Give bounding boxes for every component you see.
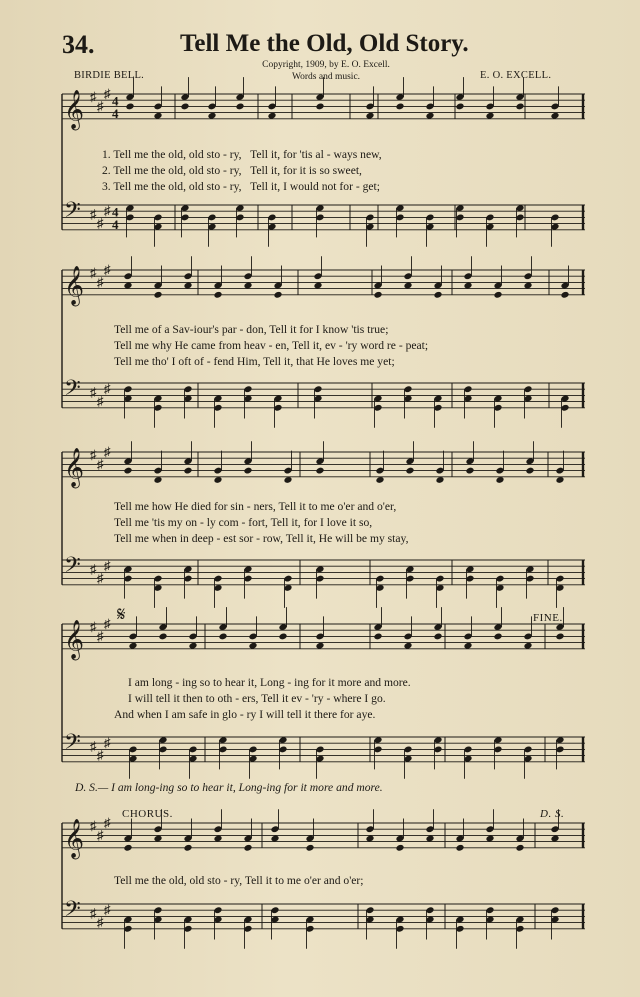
bass-clef-icon: 𝄢 — [64, 376, 81, 406]
notehead — [235, 102, 244, 110]
bass-clef-icon: 𝄢 — [64, 897, 81, 927]
sharp-sign: ♯ — [97, 628, 104, 644]
composer: E. O. EXCELL. — [480, 70, 552, 81]
notehead — [433, 632, 442, 640]
hymn-title: Tell Me the Old, Old Story. — [180, 30, 469, 57]
sharp-sign: ♯ — [97, 747, 104, 763]
lyric-line: Tell me when in deep - est sor - row, Tell it, He will be my stay, — [114, 532, 409, 545]
sharp-sign: ♯ — [104, 815, 111, 830]
sharp-sign: ♯ — [104, 203, 111, 219]
hymn-number: 34. — [62, 30, 95, 59]
sharp-sign: ♯ — [90, 206, 97, 222]
lyric-line: 2. Tell me the old, old sto - ry, Tell it, for it is so sweet, — [102, 164, 362, 177]
notehead — [243, 844, 252, 852]
sharp-sign: ♯ — [90, 384, 97, 400]
sharp-sign: ♯ — [90, 447, 97, 463]
notehead — [183, 467, 192, 475]
notehead — [123, 844, 132, 852]
treble-clef-icon: 𝄞 — [64, 91, 85, 129]
sharp-sign: ♯ — [90, 619, 97, 635]
sharp-sign: ♯ — [97, 914, 104, 930]
sharp-sign: ♯ — [90, 738, 97, 754]
sharp-sign: ♯ — [97, 274, 104, 290]
bass-clef-icon: 𝄢 — [64, 198, 81, 228]
notehead — [433, 291, 442, 299]
copyright-credit: Words and music. — [291, 72, 361, 82]
sharp-sign: ♯ — [104, 444, 111, 459]
notehead — [515, 102, 524, 110]
notehead — [373, 632, 382, 640]
sharp-sign: ♯ — [104, 381, 111, 397]
notehead — [125, 102, 134, 110]
sharp-sign: ♯ — [90, 89, 97, 105]
time-signature: 4 — [112, 93, 119, 109]
notehead — [515, 844, 524, 852]
bass-clef-icon: 𝄢 — [64, 553, 81, 583]
sharp-sign: ♯ — [97, 215, 104, 231]
treble-clef-icon: 𝄞 — [64, 449, 85, 487]
notehead — [243, 467, 252, 475]
time-signature: 4 — [112, 216, 119, 232]
lyric-line: 3. Tell me the old, old sto - ry, Tell it, I would not for - get; — [102, 180, 380, 193]
notehead — [555, 632, 564, 640]
sharp-sign: ♯ — [90, 265, 97, 281]
notehead — [153, 291, 162, 299]
sharp-sign: ♯ — [104, 558, 111, 574]
lyric-line: Tell me the old, old sto - ry, Tell it to me o'er and o'er; — [114, 874, 364, 887]
segno-sign: 𝄋 — [117, 604, 127, 626]
notehead — [315, 467, 324, 475]
notehead — [395, 844, 404, 852]
sharp-sign: ♯ — [97, 393, 104, 409]
bass-clef-icon: 𝄢 — [64, 730, 81, 760]
sharp-sign: ♯ — [104, 902, 111, 918]
notehead — [180, 102, 189, 110]
notehead — [373, 291, 382, 299]
ds-marker: D. S. — [540, 808, 565, 820]
ds-instruction — [75, 781, 383, 794]
sharp-sign: ♯ — [90, 905, 97, 921]
sharp-sign: ♯ — [97, 827, 104, 843]
time-signature: 4 — [112, 105, 119, 121]
sharp-sign: ♯ — [104, 735, 111, 751]
treble-clef-icon: 𝄞 — [64, 267, 85, 305]
notehead — [493, 291, 502, 299]
notehead — [455, 102, 464, 110]
lyric-line: 1. Tell me the old, old sto - ry, Tell it, for 'tis al - ways new, — [102, 148, 382, 161]
time-signature: 4 — [112, 204, 119, 220]
sharp-sign: ♯ — [104, 262, 111, 277]
notehead — [278, 632, 287, 640]
notehead — [305, 844, 314, 852]
lyric-line: Tell me how He died for sin - ners, Tell it to me o'er and o'er, — [114, 500, 397, 513]
lyric-line: I will tell it then to oth - ers, Tell it ev - 'ry - where I go. — [128, 692, 386, 705]
notehead — [560, 291, 569, 299]
sharp-sign: ♯ — [104, 616, 111, 631]
notehead — [395, 102, 404, 110]
ds-text: I am long-ing so to hear it, Long-ing for it more and more. — [111, 781, 383, 794]
ds-label: D. S.— — [75, 781, 109, 794]
notehead — [213, 291, 222, 299]
sharp-sign: ♯ — [97, 570, 104, 586]
lyric-line: Tell me of a Sav-iour's par - don, Tell it for I know 'tis true; — [114, 323, 389, 336]
lyric-line: Tell me 'tis my on - ly com - fort, Tell it, for I love it so, — [114, 516, 373, 529]
notehead — [158, 632, 167, 640]
sharp-sign: ♯ — [97, 98, 104, 114]
lyric-line: Tell me tho' I oft of - fend Him, Tell it, that He loves me yet; — [114, 355, 395, 368]
notehead — [218, 632, 227, 640]
notehead — [465, 467, 474, 475]
notehead — [493, 632, 502, 640]
treble-clef-icon: 𝄞 — [64, 621, 85, 659]
notehead — [405, 467, 414, 475]
sharp-sign: ♯ — [97, 456, 104, 472]
notehead — [183, 844, 192, 852]
fine-marker: FINE. — [533, 612, 563, 624]
chorus-marker: CHORUS. — [122, 808, 173, 820]
notehead — [455, 844, 464, 852]
sharp-sign: ♯ — [90, 818, 97, 834]
notehead — [525, 467, 534, 475]
lyric-line: Tell me why He came from heav - en, Tell it, ev - 'ry word re - peat; — [114, 339, 429, 352]
lyric-line: And when I am safe in glo - ry I will tell it there for aye. — [114, 708, 376, 721]
treble-clef-icon: 𝄞 — [64, 820, 85, 858]
sharp-sign: ♯ — [104, 86, 111, 101]
copyright-line: Copyright, 1909, by E. O. Excell. — [262, 60, 390, 70]
lyric-line: I am long - ing so to hear it, Long - ing for it more and more. — [128, 676, 411, 689]
notehead — [123, 467, 132, 475]
notehead — [273, 291, 282, 299]
tune-name: BIRDIE BELL. — [74, 70, 145, 81]
sharp-sign: ♯ — [90, 561, 97, 577]
notehead — [315, 102, 324, 110]
